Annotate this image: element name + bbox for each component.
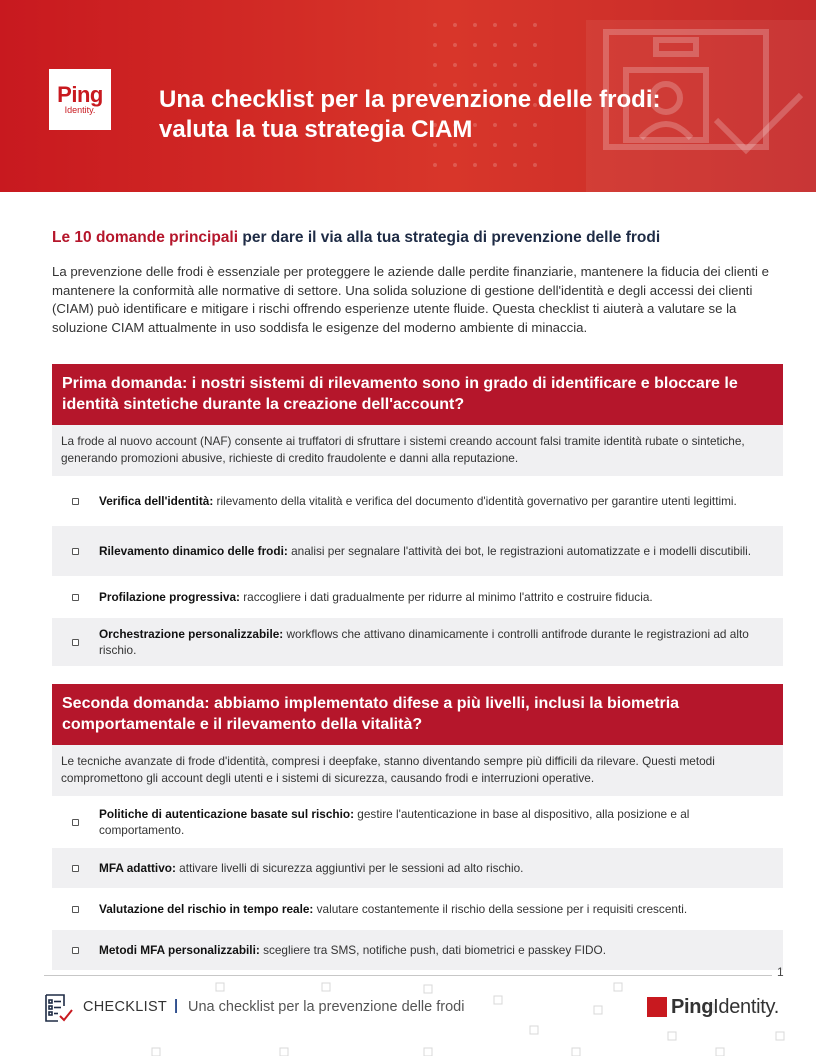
item-text: attivare livelli di sicurezza aggiuntivi per le sessioni ad alto rischio. [175,860,524,875]
item-text: valutare costantemente il rischio della sessione per i requisiti crescenti. [313,901,688,916]
intro-paragraph: La prevenzione delle frodi è essenziale per proteggere le aziende dalle perdite finanziarie, mantenere la fiducia dei clienti e mantenere la conformità alle normative di settore. Una solida soluzione di gestione dell'identità e degli accessi dei clienti (CIAM) può identificare e mitigare i rischi offrendo esperienze utente fluide. Questa checklist ti aiuterà a valutare se la soluzione CIAM attualmente in uso soddisfa le esigenze del moderno ambiente di minaccia. [52,264,769,335]
item-text: raccogliere i dati gradualmente per ridurre al minimo l'attrito e costruire fiducia. [239,589,653,604]
brand-square-icon [647,997,667,1017]
section-description: Le tecniche avanzate di frode d'identità, compresi i deepfake, stanno diventando sempre più difficili da rilevare. Questi metodi compromettono gli account degli utenti e i sistemi di sicurezza, causando frodi e interruzioni operative. [52,745,783,796]
brand-bold: Ping [671,995,714,1018]
item-label: Valutazione del rischio in tempo reale: [99,901,314,916]
checklist-item [52,576,783,618]
footer-label: CHECKLIST [83,999,168,1015]
checkbox[interactable] [72,639,79,646]
checklist-item [52,526,783,576]
checklist-item [52,848,783,888]
checkbox[interactable] [72,819,79,826]
item-label: MFA adattivo: [99,860,176,875]
brand-rest: Identity. [713,995,779,1018]
section-heading: Seconda domanda: abbiamo implementato difese a più livelli, inclusi la biometria comportamentale e il rilevamento della vitalità? [52,684,783,745]
item-label: Rilevamento dinamico delle frodi: [99,543,288,558]
footer-divider [44,975,772,976]
ping-identity-logo [49,69,111,130]
checkbox[interactable] [72,947,79,954]
item-text: analisi per segnalare l'attività dei bot, le registrazioni automatizzate e i modelli discutibili. [287,543,752,558]
intro-heading [52,229,772,247]
brand-wordmark [671,996,779,1019]
section-description: La frode al nuovo account (NAF) consente ai truffatori di sfruttare i sistemi creando account falsi tramite identità rubate o sintetiche, generando promozioni abusive, richieste di credito fraudolente e danni alla reputazione. [52,425,783,476]
item-label: Profilazione progressiva: [99,589,240,604]
checklist-icon [42,992,74,1024]
item-label: Metodi MFA personalizzabili: [99,942,260,957]
checklist-item [52,930,783,970]
checklist-item [52,618,783,666]
item-text: rilevamento della vitalità e verifica del documento d'identità governativo per garantire utenti legittimi. [213,493,737,508]
intro-heading-rest: per dare il via alla tua strategia di prevenzione delle frodi [238,229,661,246]
item-label: Verifica dell'identità: [99,493,214,508]
footer-brand-logo [647,994,779,1020]
section-heading: Prima domanda: i nostri sistemi di rilevamento sono in grado di identificare e bloccare le identità sintetiche durante la creazione dell'account? [52,364,783,425]
intro-heading-accent: Le 10 domande principali [52,229,239,246]
question-section-2 [52,684,783,970]
item-label: Politiche di autenticazione basate sul rischio: [99,806,355,821]
checkbox[interactable] [72,865,79,872]
item-label: Orchestrazione personalizzabile: [99,626,284,641]
checkbox[interactable] [72,548,79,555]
checklist-item [52,476,783,526]
title-line-1: Una checklist per la prevenzione delle frodi: [159,86,661,113]
page-number: 1 [777,965,784,979]
logo-subtext: Identity. [64,104,96,115]
checkbox[interactable] [72,498,79,505]
checklist-item [52,888,783,930]
checkbox[interactable] [72,594,79,601]
checklist-item [52,796,783,848]
item-text: gestire l'autenticazione in base al dispositivo, alla posizione e al comportamento. [99,806,690,837]
header-banner [0,0,816,192]
checkbox[interactable] [72,906,79,913]
title-line-2: valuta la tua strategia CIAM [159,116,473,143]
item-text: scegliere tra SMS, notifiche push, dati biometrici e passkey FIDO. [259,942,606,957]
page-title [159,85,779,145]
logo-wordmark: Ping [57,81,103,107]
footer-separator: | [174,998,179,1014]
question-section-1 [52,364,783,666]
item-text: workflows che attivano dinamicamente i controlli antifrode durante le registrazioni ad alto rischio. [99,626,749,657]
footer-subtitle: Una checklist per la prevenzione delle frodi [188,999,465,1015]
